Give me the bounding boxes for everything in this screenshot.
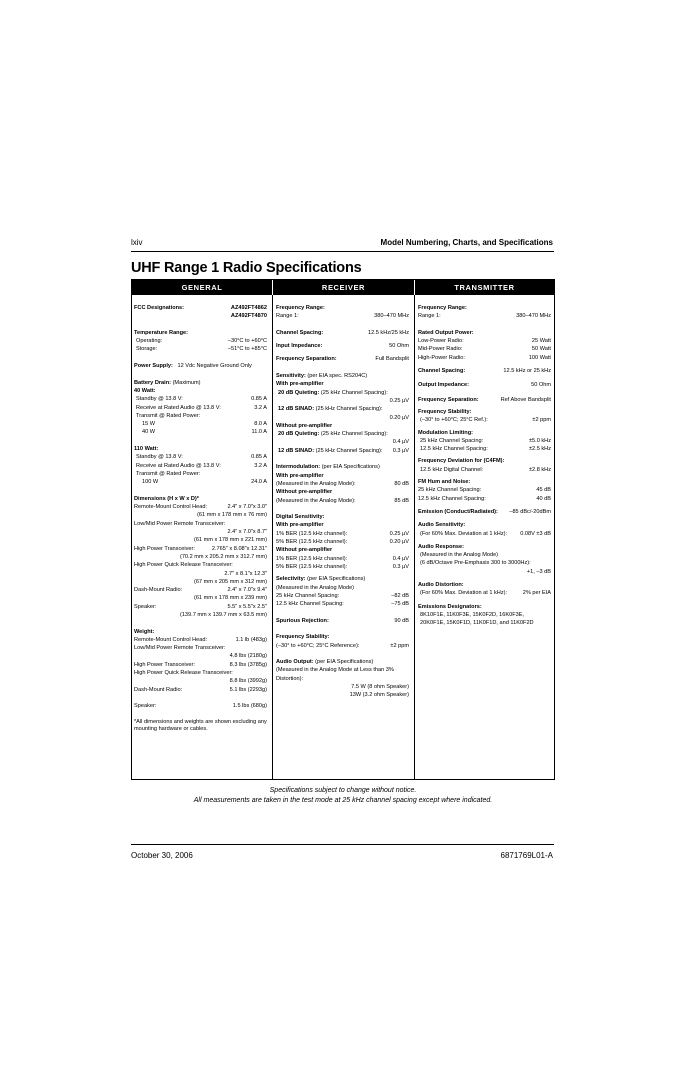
dim-lowmid-value: 2.4" x 7.0"x 8.7" <box>227 529 267 536</box>
tx-mid-power: Mid-Power Radio: 50 Watt <box>418 346 551 353</box>
rx-sens-w20-value: 0.25 µV <box>389 397 409 404</box>
dim-high-power-mm: (70.2 mm x 205.2 mm x 312.7 mm) <box>179 553 267 560</box>
w110-label: 110 Watt: <box>134 446 159 453</box>
wt-speaker: Speaker: 1.5 lbs (680g) <box>134 703 267 710</box>
dimension-footnote: *All dimensions and weights are shown excluding any mounting hardware or cables. <box>134 718 267 732</box>
tx-high-power: High-Power Radio: 100 Watt <box>418 354 551 361</box>
wt-high-power: High Power Transceiver: 8.3 lbs (3785g) <box>134 661 267 668</box>
rx-freq-range-label: Frequency Range: <box>276 305 325 311</box>
rx-input-impedance: Input Impedance: 50 Ohm <box>276 343 409 350</box>
fcc-row: FCC Designations: AZ492FT4862 <box>134 305 267 311</box>
tx-audio-sensitivity: (For 60% Max. Deviation at 1 kHz): 0.08V ±3 dB <box>420 530 551 537</box>
general-column <box>132 295 272 779</box>
tx-audio-sensitivity-label: Audio Sensitivity: <box>418 522 466 529</box>
tx-rated-output-label: Rated Output Power: <box>418 329 474 336</box>
rx-spurious-rejection: Spurious Rejection: 90 dB <box>276 617 409 624</box>
dim-lowmid-label: Low/Mid Power Remote Transceiver: <box>134 520 226 527</box>
tx-audio-distortion: (For 60% Max. Deviation at 1 kHz): 2% per EIA <box>420 590 551 597</box>
rx-sens-without-preamp: Without pre-amplifier <box>276 422 333 429</box>
temp-storage: Storage: –51°C to +85°C <box>136 346 267 353</box>
receiver-column-header: RECEIVER <box>272 280 414 295</box>
dim-remote-mount: Remote-Mount Control Head: 2.4" x 7.0"x 3.0" <box>134 504 267 511</box>
rx-sensitivity-label: Sensitivity: (per EIA spec. RS204C) <box>276 373 368 380</box>
rx-ds-with-preamp: With pre-amplifier <box>276 522 324 529</box>
w40-standby: Standby @ 13.8 V: 0.85 A <box>136 396 267 403</box>
rx-freq-stability-label: Frequency Stability: <box>276 634 330 641</box>
rx-selectivity-label: Selectivity: (per EIA Specifications) <box>276 576 366 583</box>
tx-ar-measured: (Measured in the Analog Mode) <box>420 552 499 559</box>
tx-ed-line1: 8K10F1E, 11K0F3E, 15K0F2D, 16K0F3E, <box>420 611 525 618</box>
page-title: UHF Range 1 Radio Specifications <box>131 260 362 276</box>
tx-range1: Range 1: 380–470 MHz <box>418 313 551 320</box>
tx-audio-distortion-label: Audio Distortion: <box>418 582 464 589</box>
rx-im-with-preamp: With pre-amplifier <box>276 472 324 479</box>
dim-quick-release-mm: (67 mm x 205 mm x 312 mm) <box>193 578 267 585</box>
wt-quick-release-label: High Power Quick Release Transceiver: <box>134 670 233 677</box>
wt-dash-mount: Dash-Mount Radio: 5.1 lbs (2293g) <box>134 686 267 693</box>
tx-ed-line2: 20K0F1E, 15K0F1D, 11K0F1D, and 11K0F2D <box>420 620 534 627</box>
dim-high-power: High Power Transceiver: 2.765" x 8.08"x 12.31" <box>134 545 267 552</box>
w110-transmit: Transmit @ Rated Power: <box>136 470 201 477</box>
tx-ml-25: 25 kHz Channel Spacing: ±5.0 kHz <box>420 437 551 444</box>
tx-freq-separation: Frequency Separation: Ref Above Bandsplit <box>418 396 551 403</box>
dim-speaker-mm: (139.7 mm x 139.7 mm x 63.5 mm) <box>179 611 267 618</box>
tx-fm-hum-label: FM Hum and Noise: <box>418 479 471 486</box>
rx-audio-output-v2: 13W (3.2 ohm Speaker) <box>349 692 409 699</box>
footer-doc-number: 6871769L01-A <box>500 851 553 860</box>
dim-remote-mount-mm: (61 mm x 178 mm x 76 mm) <box>197 512 267 519</box>
w40-15w: 15 W 8.0 A <box>142 421 267 428</box>
temp-label: Temperature Range: <box>134 329 188 336</box>
tx-ar-value: +1, –3 dB <box>526 568 551 575</box>
rx-range1: Range 1: 380–470 MHz <box>276 313 409 320</box>
rx-sens-o20-value: 0.4 µV <box>392 439 409 446</box>
dimensions-label: Dimensions (H x W x D)* <box>134 495 199 502</box>
weight-label: Weight: <box>134 628 155 635</box>
footer-rule <box>131 844 554 845</box>
tx-freq-stability-label: Frequency Stability: <box>418 408 472 415</box>
wt-quick-release-value: 8.8 lbs (3992g) <box>229 678 267 685</box>
rx-audio-output-label: Audio Output: (per EIA Specifications) <box>276 659 374 666</box>
dim-speaker: Speaker: 5.5" x 5.5"x 2.5" <box>134 603 267 610</box>
tx-ml-12: 12.5 kHz Channel Spacing: ±2.5 kHz <box>420 446 551 453</box>
tx-fm-25: 25 kHz Channel Spacing: 45 dB <box>418 487 551 494</box>
tx-ar-preemphasis: (6 dB/Octave Pre-Emphasis 300 to 3000Hz): <box>420 560 531 567</box>
rx-intermod-label: Intermodulation: (per EIA Specifications) <box>276 464 380 471</box>
rx-sel-measured: (Measured in the Analog Mode) <box>276 584 355 591</box>
tx-freq-deviation: 12.5 kHz Digital Channel: ±2.8 kHz <box>420 466 551 473</box>
rx-im-with-row: (Measured in the Analog Mode): 80 dB <box>276 480 409 487</box>
power-supply: Power Supply: 12 Vdc Negative Ground Only <box>134 363 252 370</box>
rx-sel-25: 25 kHz Channel Spacing: –82 dB <box>276 592 409 599</box>
rx-sens-with-preamp: With pre-amplifier <box>276 381 324 388</box>
tx-freq-stability: (–30° to +60°C; 25°C Ref.): ±2 ppm <box>420 417 551 424</box>
general-column-header: GENERAL <box>132 280 272 295</box>
transmitter-column <box>414 295 554 779</box>
dim-quick-release-value: 2.7" x 8.1"x 12.3" <box>224 570 267 577</box>
page-number: lxiv <box>131 238 143 247</box>
note-line-1: Specifications subject to change without notice. <box>269 787 417 794</box>
rx-im-without-row: (Measured in the Analog Mode): 85 dB <box>276 497 409 504</box>
rx-sens-o12: 12 dB SINAD: (25 kHz Channel Spacing): 0.3 µV <box>278 447 409 454</box>
w110-receive: Receive at Rated Audio @ 13.8 V: 3.2 A <box>136 462 267 469</box>
tx-fm-12: 12.5 kHz Channel Spacing: 40 dB <box>418 495 551 502</box>
tx-freq-deviation-label: Frequency Deviation for (C4FM): <box>418 458 505 465</box>
rx-ds-o1: 1% BER (12.5 kHz channel): 0.4 µV <box>276 555 409 562</box>
rx-sens-w20-label: 20 dB Quieting: (25 kHz Channel Spacing): <box>278 389 388 396</box>
header-rule <box>131 251 554 252</box>
tx-channel-spacing: Channel Spacing: 12.5 kHz or 25 kHz <box>418 368 551 375</box>
spec-table <box>131 279 555 780</box>
rx-digital-sens-label: Digital Sensitivity: <box>276 514 325 521</box>
transmitter-column-header: TRANSMITTER <box>414 280 554 295</box>
rx-channel-spacing: Channel Spacing: 12.5 kHz/25 kHz <box>276 329 409 336</box>
w40-transmit: Transmit @ Rated Power: <box>136 412 201 419</box>
tx-low-power: Low-Power Radio: 25 Watt <box>418 338 551 345</box>
rx-sens-o20-label: 20 dB Quieting: (25 kHz Channel Spacing): <box>278 431 388 438</box>
rx-sel-12: 12.5 kHz Channel Spacing: –75 dB <box>276 601 409 608</box>
temp-operating: Operating: –30°C to +60°C <box>136 338 267 345</box>
rx-sens-w12-label: 12 dB SINAD: (25 kHz Channel Spacing): <box>278 406 383 413</box>
tx-emissions-designators-label: Emissions Designators: <box>418 603 482 610</box>
w110-100w: 100 W 24.0 A <box>142 479 267 486</box>
rx-ds-without-preamp: Without pre-amplifier <box>276 547 333 554</box>
tx-output-impedance: Output Impedance: 50 Ohm <box>418 382 551 389</box>
rx-audio-output-measured: (Measured in the Analog Mode at Less than 3% Distortion): <box>276 667 394 682</box>
rx-sens-w12-value: 0.20 µV <box>389 414 409 421</box>
receiver-column <box>272 295 414 779</box>
dim-quick-release-label: High Power Quick Release Transceiver: <box>134 562 233 569</box>
dim-dash-mount-mm: (61 mm x 178 mm x 239 mm) <box>193 595 267 602</box>
section-title: Model Numbering, Charts, and Specifications <box>380 238 553 247</box>
rx-ds-w1: 1% BER (12.5 kHz channel): 0.25 µV <box>276 530 409 537</box>
tx-audio-response-label: Audio Response: <box>418 543 464 550</box>
note-line-2: All measurements are taken in the test mode at 25 kHz channel spacing except where indicated. <box>193 797 493 804</box>
rx-audio-output-v1: 7.5 W (8 ohm Speaker) <box>351 684 409 691</box>
tx-emission: Emission (Conduct/Radiated): –85 dBc/-20dBm <box>418 508 551 515</box>
wt-lowmid-label: Low/Mid Power Remote Transceiver: <box>134 645 226 652</box>
wt-remote-mount: Remote-Mount Control Head: 1.1 lb (483g) <box>134 636 267 643</box>
dim-dash-mount: Dash-Mount Radio: 2.4" x 7.0"x 9.4" <box>134 587 267 594</box>
battery-drain-label: Battery Drain: (Maximum) <box>134 379 201 386</box>
w110-standby: Standby @ 13.8 V: 0.85 A <box>136 454 267 461</box>
w40-label: 40 Watt: <box>134 387 156 394</box>
rx-freq-stability: (–30° to +60°C; 25°C Reference): ±2 ppm <box>276 642 409 649</box>
footer-date: October 30, 2006 <box>131 851 193 860</box>
tx-freq-range-label: Frequency Range: <box>418 305 467 311</box>
rx-freq-separation: Frequency Separation: Full Bandsplit <box>276 356 409 363</box>
fcc-value-2: AZ492FT4870 <box>230 313 267 320</box>
rx-im-without-preamp: Without pre-amplifier <box>276 489 333 496</box>
rx-ds-w5: 5% BER (12.5 kHz channel): 0.20 µV <box>276 539 409 546</box>
w40-receive: Receive at Rated Audio @ 13.8 V: 3.2 A <box>136 404 267 411</box>
wt-lowmid-value: 4.8 lbs (2180g) <box>229 653 267 660</box>
w40-40w: 40 W 11.0 A <box>142 429 267 436</box>
rx-ds-o5: 5% BER (12.5 kHz channel): 0.3 µV <box>276 563 409 570</box>
dim-lowmid-mm: (61 mm x 178 mm x 221 mm) <box>193 537 267 544</box>
tx-mod-limiting-label: Modulation Limiting: <box>418 429 473 436</box>
